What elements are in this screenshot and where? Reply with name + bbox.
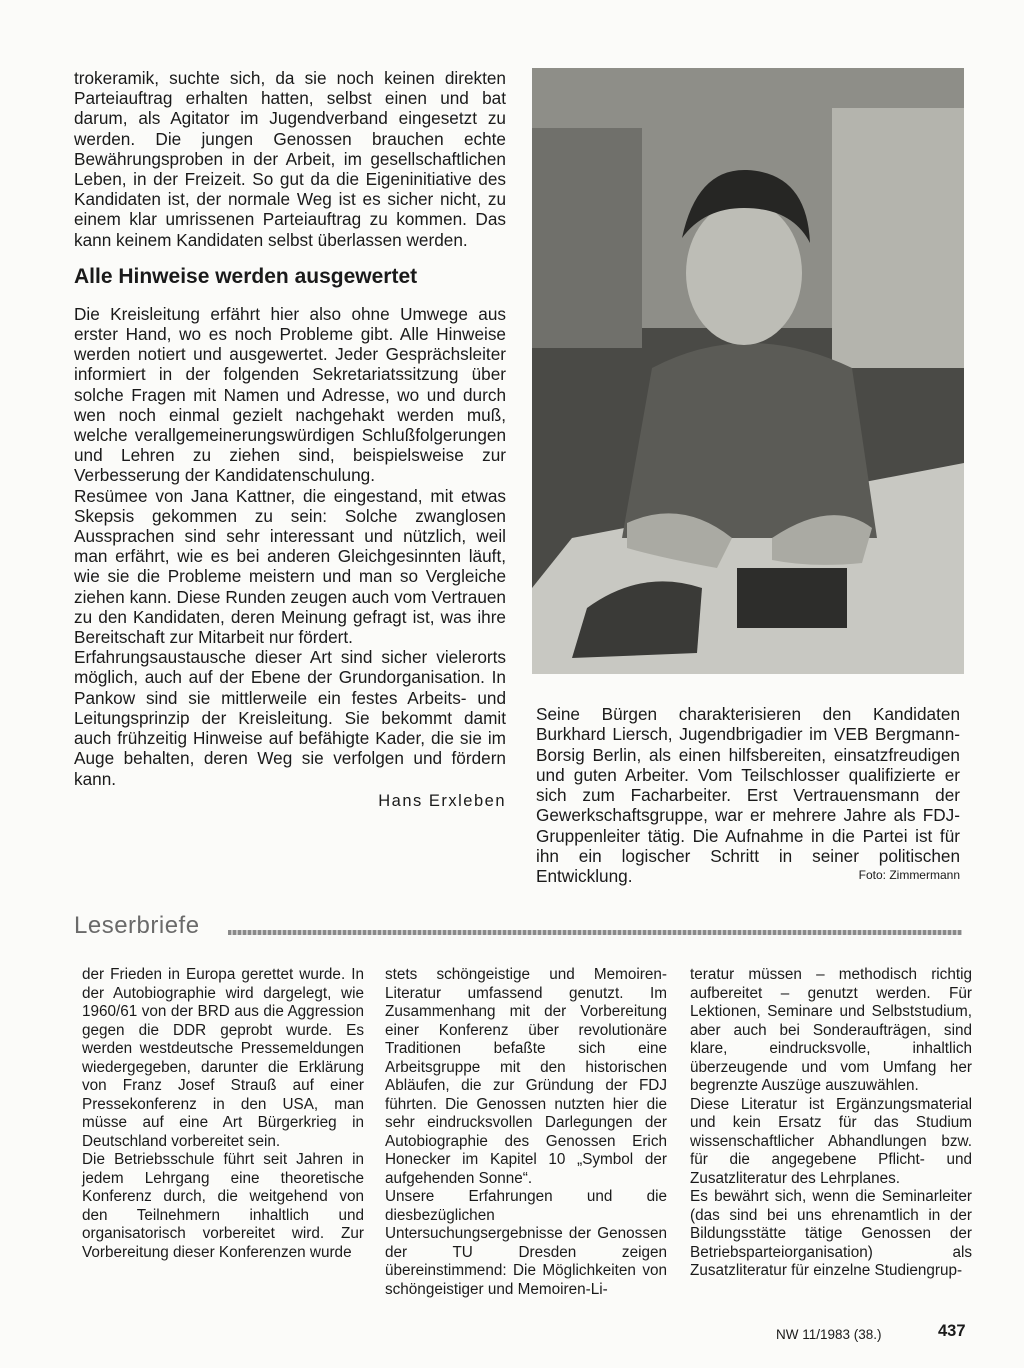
letters-paragraph: Es bewährt sich, wenn die Seminarleiter (das sind bei uns ehrenamtlich in der Bildungsstätte tätige Genossen der Betriebsparteiorganisation) als Zusatzliteratur für einzelne Studiengrup- xyxy=(690,1188,972,1279)
article-paragraph: Die Kreisleitung erfährt hier also ohne Umwege aus erster Hand, wo es noch Probleme gibt. Alle Hinweise werden notiert und ausgewertet. Jeder Gesprächsleiter informiert in der folgenden Sekretariatssitzung über solche Fragen mit Namen und Adresse, wo und durch wen noch einmal gezielt nachgehakt werden muß, welche verallgemeinerungswürdigen Schlußfolgerungen und Lehren zu ziehen sind, beispielsweise zur Verbesserung der Kandidatenschulung. xyxy=(74,303,506,486)
letters-column-1 xyxy=(82,966,364,1262)
photo-caption: Seine Bürgen charakterisieren den Kandidaten Burkhard Liersch, Jugendbrigadier im VEB Bergmann-Borsig Berlin, als einen hilfsbereiten, einsatzfreudigen und guten Arbeiter. Vom Teilschlosser qualifizierte er sich zum Facharbeiter. Erst Vertrauensmann der Gewerkschaftsgruppe, war er mehrere Jahre als FDJ-Gruppenleiter tätig. Die Aufnahme in die Partei ist für ihn ein logischer Schritt in seiner politischen Entwicklung. xyxy=(536,704,960,887)
article-paragraph: Resümee von Jana Kattner, die eingestand, mit etwas Skepsis gekommen zu sein: Solche zwanglosen Aussprachen sind sehr interessant und nützlich, weil man erfährt, wie es bei anderen Gleichgesinnten läuft, wie sie die Probleme meistern und man so Vergleiche ziehen kann. Diese Runden zeugen auch vom Vertrauen zu den Kandidaten, deren Meinung gefragt ist, was ihre Bereitschaft zur Mitarbeit nur fördert. xyxy=(74,485,506,648)
photo-credit: Foto: Zimmermann xyxy=(858,868,960,882)
article-paragraph: Erfahrungsaustausche dieser Art sind sicher vielerorts möglich, auch auf der Ebene der Grundorganisation. In Pankow sind sie mittlerweile ein festes Arbeits- und Leitungsprinzip der Kreisleitung. Sie bekommt damit auch frühzeitig Hinweise auf befähigte Kader, die sie im Auge behalten, deren Weg sie verfolgen und fördern kann. xyxy=(74,647,506,789)
article-paragraph: trokeramik, suchte sich, da sie noch keinen direkten Parteiauftrag erhalten hatten, selbst einen und bat darum, als Agitator im Jugendverband eingesetzt zu werden. Die jungen Genossen brauchen echte Bewährungsproben in der Arbeit, im gesellschaftlichen Leben, in der Freizeit. So gut da die Eigeninitiative des Kandidaten ist, der normale Weg ist es sicher nicht, zu einem klar umrissenen Parteiauftrag zu kommen. Das kann keinem Kandidaten selbst überlassen werden. xyxy=(74,68,506,250)
letters-paragraph: Die Betriebsschule führt seit Jahren in jedem Lehrgang eine theoretische Konferenz durch, die weitgehend von den Teilnehmern inhaltlich und organisatorisch vorbereitet wird. Zur Vorbereitung dieser Konferenzen wurde xyxy=(82,1151,364,1261)
section-title: Leserbriefe xyxy=(74,912,200,939)
letters-column-3 xyxy=(690,966,972,1281)
letters-paragraph: stets schöngeistige und Memoiren-Literatur umfassend genutzt. Im Zusammenhang mit der Vorbereitung einer Konferenz über revolutionäre Traditionen befaßte sich eine Arbeitsgruppe mit den historischen Abläufen, die zur Gründung der FDJ führten. Die Genossen nutzten hier die sehr eindrucksvollen Darlegungen der Autobiographie des Genossen Erich Honecker im Kapitel 10 „Symbol der aufgehenden Sonne“. xyxy=(385,966,667,1187)
portrait-photo-illustration xyxy=(532,68,964,674)
letters-paragraph: teratur müssen – methodisch richtig aufbereitet – genutzt werden. Für Lektionen, Seminare und Selbststudium, aber auch bei Sonderaufträgen, sind klare, eindrucksvolle, inhaltlich überzeugende und vom Umfang her begrenzte Auszüge auszuwählen. xyxy=(690,966,972,1094)
letters-paragraph: Unsere Erfahrungen und die diesbezüglichen Untersuchungsergebnisse der Genossen der TU Dresden zeigen übereinstimmend: Die Möglichkeiten von schöngeistiger und Memoiren-Li- xyxy=(385,1188,667,1298)
letters-column-2 xyxy=(385,966,667,1299)
article-author: Hans Erxleben xyxy=(378,791,506,810)
journal-issue: NW 11/1983 (38.) xyxy=(776,1327,882,1342)
letters-paragraph: der Frieden in Europa gerettet wurde. In der Autobiographie wird dargelegt, wie 1960/61 von der BRD aus die Aggression gegen die DDR geprobt wurde. Es werden westdeutsche Pressemeldungen wiedergegeben, darunter die Erklärung von Franz Josef Strauß auf einer Pressekonferenz in den USA, man müsse auf eine Art Bürgerkrieg in Deutschland vorbereitet sein. xyxy=(82,966,364,1150)
article-subheading: Alle Hinweise werden ausgewertet xyxy=(74,264,418,288)
article-column xyxy=(74,68,506,811)
page-number: 437 xyxy=(938,1322,966,1340)
section-divider xyxy=(228,930,962,935)
letters-paragraph: Diese Literatur ist Ergänzungsmaterial und kein Ersatz für das Studium wissenschaftlicher Abhandlungen bzw. für die angegebene Pflicht- und Zusatzliteratur des Lehrplanes. xyxy=(690,1095,972,1187)
portrait-photo xyxy=(532,68,964,674)
